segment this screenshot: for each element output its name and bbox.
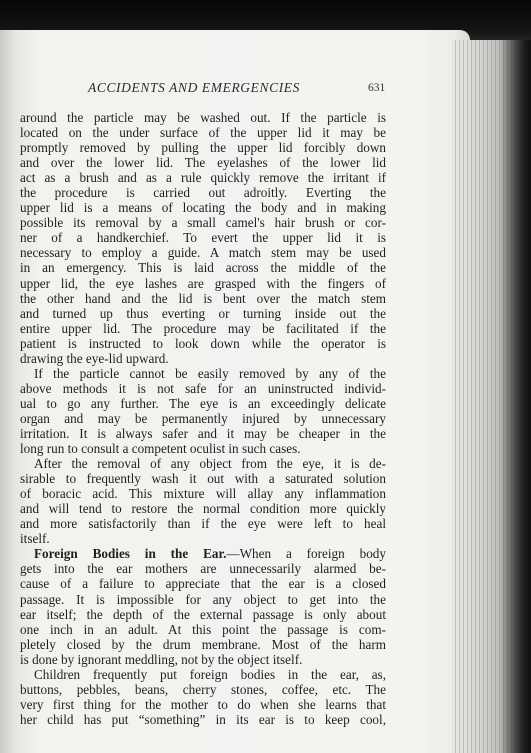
line-text: itself.: [20, 531, 50, 547]
text-line: [20, 276, 386, 291]
text-line: [20, 667, 386, 682]
text-line: [20, 140, 386, 155]
text-line: [20, 486, 386, 501]
text-line: [20, 516, 386, 531]
line-text: very first thing for the mother to do when she learns that: [20, 696, 386, 712]
text-line: [20, 155, 386, 170]
line-text: cause of a failure to appreciate that the ear is a closed: [20, 576, 386, 592]
line-text: —When a foreign body: [226, 546, 386, 562]
line-text: act as a brush and as a rule quickly remove the irritant if: [20, 170, 386, 186]
text-line: [20, 125, 386, 140]
text-line: [20, 426, 386, 441]
line-text: long run to consult a competent oculist in such cases.: [20, 441, 301, 457]
text-line: [20, 622, 386, 637]
text-line: [20, 366, 386, 381]
line-text: ner of a handkerchief. To evert the upper lid it is: [20, 230, 386, 246]
text-line: [20, 260, 386, 275]
line-text: entire upper lid. The procedure may be facilitated if the: [20, 320, 386, 336]
line-text: and more satisfactorily than if the eye were left to heal: [20, 516, 386, 532]
text-line: [20, 637, 386, 652]
line-text: her child has put “something” in its ear is to keep cool,: [20, 711, 386, 727]
text-line: [20, 215, 386, 230]
line-text: ear itself; the depth of the external passage is only about: [20, 606, 386, 622]
line-text: promptly removed by pulling the upper lid forcibly down: [20, 140, 386, 156]
line-text: the procedure is carried out adroitly. Everting the: [20, 185, 386, 201]
text-line: [20, 291, 386, 306]
page-edge-shadow: [500, 40, 531, 753]
line-text: around the particle may be washed out. If the particle is: [20, 110, 386, 125]
line-text: patient is instructed to look down while the operator is: [20, 335, 386, 351]
line-text: possible its removal by a small camel's hair brush or cor-: [20, 215, 386, 231]
text-line: [20, 607, 386, 622]
text-line: [20, 411, 386, 426]
text-line: [20, 230, 386, 245]
text-line: [20, 336, 386, 351]
text-line: [20, 185, 386, 200]
line-text: organ and may be permanently injured by unnecessary: [20, 410, 386, 426]
text-line: [20, 697, 386, 712]
line-text: upper lid, the eye lashes are grasped with the fingers of: [20, 275, 386, 291]
page-number: 631: [368, 82, 386, 94]
text-line: [20, 712, 386, 727]
text-line: [20, 456, 386, 471]
body-text: [20, 110, 386, 727]
line-text: is done by ignorant meddling, not by the object itself.: [20, 651, 303, 667]
line-text: of boracic acid. This mixture will allay any inflammation: [20, 486, 386, 502]
text-line: [20, 471, 386, 486]
text-line: [20, 200, 386, 215]
text-line: [20, 321, 386, 336]
line-text: passage. It is impossible for any object to get into the: [20, 591, 386, 607]
line-text: one inch in an adult. At this point the passage is com-: [20, 621, 386, 637]
running-title: ACCIDENTS AND EMERGENCIES: [88, 80, 300, 95]
line-text: ual to go any further. The eye is an exceedingly delicate: [20, 395, 386, 411]
line-text: and will tend to restore the normal condition more quickly: [20, 501, 386, 517]
line-text: sirable to frequently wash it out with a saturated solution: [20, 471, 386, 487]
text-line: [20, 441, 386, 456]
section-heading-line: [20, 546, 386, 561]
line-text: After the removal of any object from the eye, it is de-: [34, 456, 386, 472]
line-text: upper lid is a means of locating the body and in making: [20, 200, 386, 216]
text-line: [20, 531, 386, 546]
text-line: [20, 682, 386, 697]
line-text: above methods it is not safe for an uninstructed individ-: [20, 380, 386, 396]
text-line: [20, 501, 386, 516]
text-line: [20, 110, 386, 125]
line-text: gets into the ear mothers are unnecessarily alarmed be-: [20, 561, 386, 577]
line-text: irritation. It is always safer and it may be cheaper in the: [20, 425, 386, 441]
text-line: [20, 561, 386, 576]
text-line: [20, 396, 386, 411]
line-text: If the particle cannot be easily removed by any of the: [34, 365, 386, 381]
text-line: [20, 245, 386, 260]
line-text: and turned up thus everting or turning inside out the: [20, 305, 386, 321]
text-line: [20, 576, 386, 591]
line-text: Children frequently put foreign bodies in the ear, as,: [34, 666, 386, 682]
text-line: [20, 351, 386, 366]
line-text: pletely closed by the drum membrane. Most of the harm: [20, 636, 386, 652]
line-text: necessary to employ a guide. A match stem may be used: [20, 245, 386, 261]
text-line: [20, 652, 386, 667]
text-line: [20, 306, 386, 321]
text-line: [20, 381, 386, 396]
line-text: the other hand and the lid is bent over the match stem: [20, 290, 386, 306]
line-text: located on the under surface of the upper lid it may be: [20, 125, 386, 141]
line-text: buttons, pebbles, beans, cherry stones, coffee, etc. The: [20, 681, 386, 697]
line-text: and over the lower lid. The eyelashes of the lower lid: [20, 155, 386, 171]
section-heading: Foreign Bodies in the Ear.: [34, 546, 227, 562]
line-text: in an emergency. This is laid across the middle of the: [20, 260, 386, 276]
text-line: [20, 170, 386, 185]
line-text: drawing the eye-lid upward.: [20, 350, 169, 366]
text-line: [20, 592, 386, 607]
